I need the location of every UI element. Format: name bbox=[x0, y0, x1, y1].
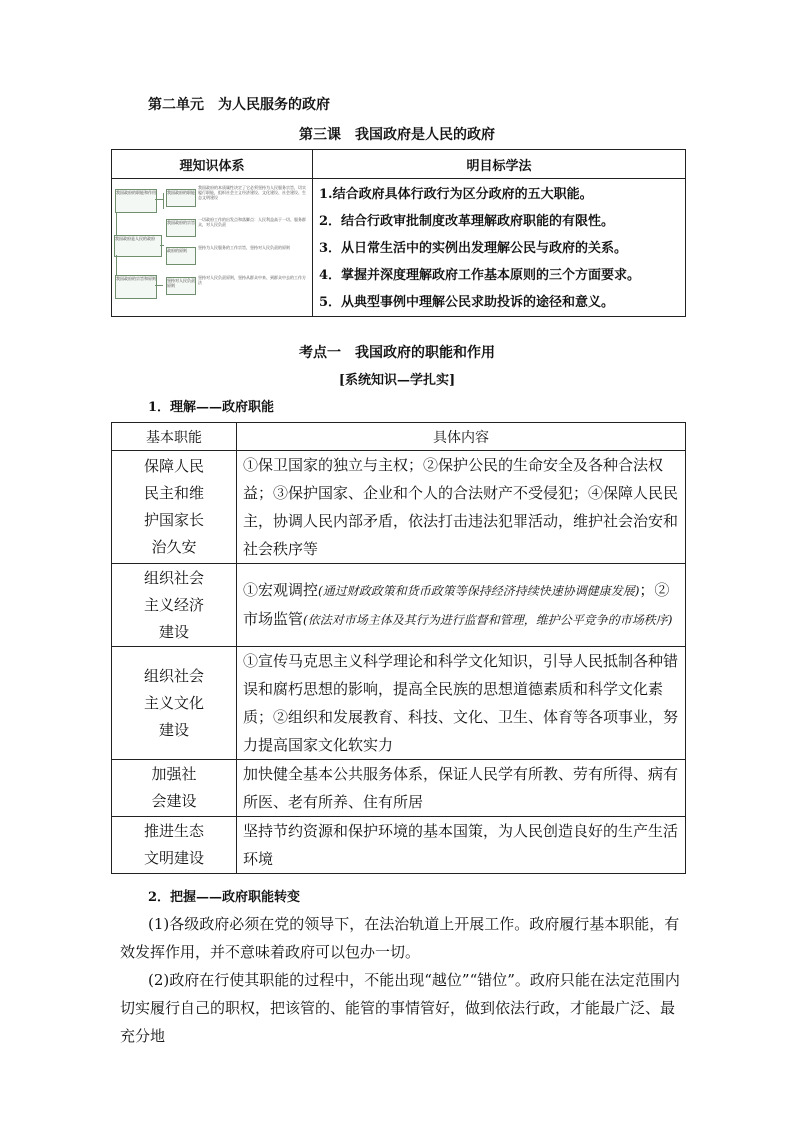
function-note: (依法对市场主体及其行为进行监督和管理，维护公平竞争的市场秩序) bbox=[303, 613, 673, 627]
mindmap-branch-1: 我国政府的职能和作用 bbox=[115, 189, 157, 213]
paragraph: (2)政府在行使其职能的过程中，不能出现“越位”“错位”。政府只能在法定范围内切实履行自己的职权，把该管的、能管的事情管好，做到依法行政，才能最广泛、最充分地 bbox=[120, 971, 680, 1045]
function-content: ①宣传马克思主义科学理论和科学文化知识，引导人民抵制各种错误和腐朽思想的影响，提高全民族的思想道德素质和科学文化素质；②组织和发展教育、科技、文化、卫生、体育等各项事业，努力提高国家文化软实力 bbox=[237, 647, 686, 760]
goal-item: 5．从典型事例中理解公民求助投诉的途径和意义。 bbox=[319, 295, 615, 310]
mindmap-cell bbox=[112, 179, 313, 317]
function-name: 加强社 会建设 bbox=[112, 760, 237, 817]
lesson-title: 第三课 我国政府是人民的政府 bbox=[299, 127, 495, 143]
mindmap-text-1: 我国政府的本质属性决定了它必须坚持为人民服务宗旨，切实履行职能，组织社会主义经济建设、文化建设、社会建设、生态文明建设 bbox=[198, 185, 306, 200]
goals-cell bbox=[313, 179, 686, 317]
mindmap-branch-4: 我国政府的宗旨和原则 bbox=[115, 275, 157, 299]
overview-header-knowledge: 理知识体系 bbox=[112, 150, 313, 179]
function-content: ①宏观调控(通过财政政策和货币政策等保持经济持续快速协调健康发展)；②市场监管(依法对市场主体及其行为进行监督和管理，维护公平竞争的市场秩序) bbox=[237, 564, 686, 647]
overview-table bbox=[111, 149, 686, 317]
function-name: 组织社会 主义文化 建设 bbox=[112, 647, 237, 760]
table-row bbox=[112, 817, 686, 874]
function-name: 保障人民 民主和维 护国家长 治久安 bbox=[112, 451, 237, 564]
table-row bbox=[112, 647, 686, 760]
goal-item: 2．结合行政审批制度改革理解政府职能的有限性。 bbox=[319, 214, 615, 229]
function-name: 组织社会 主义经济 建设 bbox=[112, 564, 237, 647]
function-note: (通过财政政策和货币政策等保持经济持续快速协调健康发展) bbox=[318, 584, 640, 598]
table-row bbox=[112, 760, 686, 817]
function-content: ①保卫国家的独立与主权；②保护公民的生命安全及各种合法权益；③保护国家、企业和个人的合法财产不受侵犯；④保障人民民主，协调人民内部矛盾，依法打击违法犯罪活动，维护社会治安和社会秩序等 bbox=[237, 451, 686, 564]
mindmap-text-2: 一切政府工作的出发点和落脚点：人民利益高于一切、服务群众，对人民负责 bbox=[198, 217, 306, 227]
mindmap-sub-4: 坚持对人民负责原则 bbox=[166, 277, 196, 295]
mindmap-sub-2: 我国政府的宗旨 bbox=[166, 219, 196, 237]
unit-title: 第二单元 为人民服务的政府 bbox=[148, 97, 330, 113]
function-content: 坚持节约资源和保护环境的基本国策，为人民创造良好的生产生活环境 bbox=[237, 817, 686, 874]
heading-function-transformation: 2．把握——政府职能转变 bbox=[148, 890, 301, 905]
functions-header-content: 具体内容 bbox=[237, 423, 686, 451]
knowledge-mindmap bbox=[112, 179, 310, 315]
section-subtitle: [系统知识—学扎实] bbox=[338, 373, 456, 388]
goal-item: 4．掌握并深度理解政府工作基本原则的三个方面要求。 bbox=[319, 268, 641, 283]
mindmap-sub-3: 政府的原则 bbox=[166, 247, 196, 265]
function-content: 加快健全基本公共服务体系，保证人民学有所教、劳有所得、病有所医、老有所养、住有所居 bbox=[237, 760, 686, 817]
table-row bbox=[112, 451, 686, 564]
paragraph: (1)各级政府必须在党的领导下，在法治轨道上开展工作。政府履行基本职能，有效发挥作用，并不意味着政府可以包办一切。 bbox=[120, 915, 680, 961]
overview-header-goals: 明目标学法 bbox=[313, 150, 686, 179]
function-name: 推进生态 文明建设 bbox=[112, 817, 237, 874]
heading-government-functions: 1．理解——政府职能 bbox=[148, 400, 275, 415]
functions-table bbox=[111, 422, 686, 874]
mindmap-root: 我国政府是人民的政府 bbox=[114, 235, 162, 257]
goal-item: 3．从日常生活中的实例出发理解公民与政府的关系。 bbox=[319, 241, 628, 256]
mindmap-sub-1: 我国政府的职能 bbox=[166, 189, 196, 207]
mindmap-text-4: 坚持对人民负责原则，坚持从群众中来、到群众中去的工作方法 bbox=[198, 275, 306, 285]
table-row bbox=[112, 564, 686, 647]
section-title: 考点一 我国政府的职能和作用 bbox=[299, 345, 495, 361]
functions-header-basic: 基本职能 bbox=[112, 423, 237, 451]
mindmap-text-3: 坚持为人民服务的工作宗旨，坚持对人民负责的原则 bbox=[198, 245, 290, 250]
goal-item: 1.结合政府具体行政行为区分政府的五大职能。 bbox=[319, 187, 593, 202]
